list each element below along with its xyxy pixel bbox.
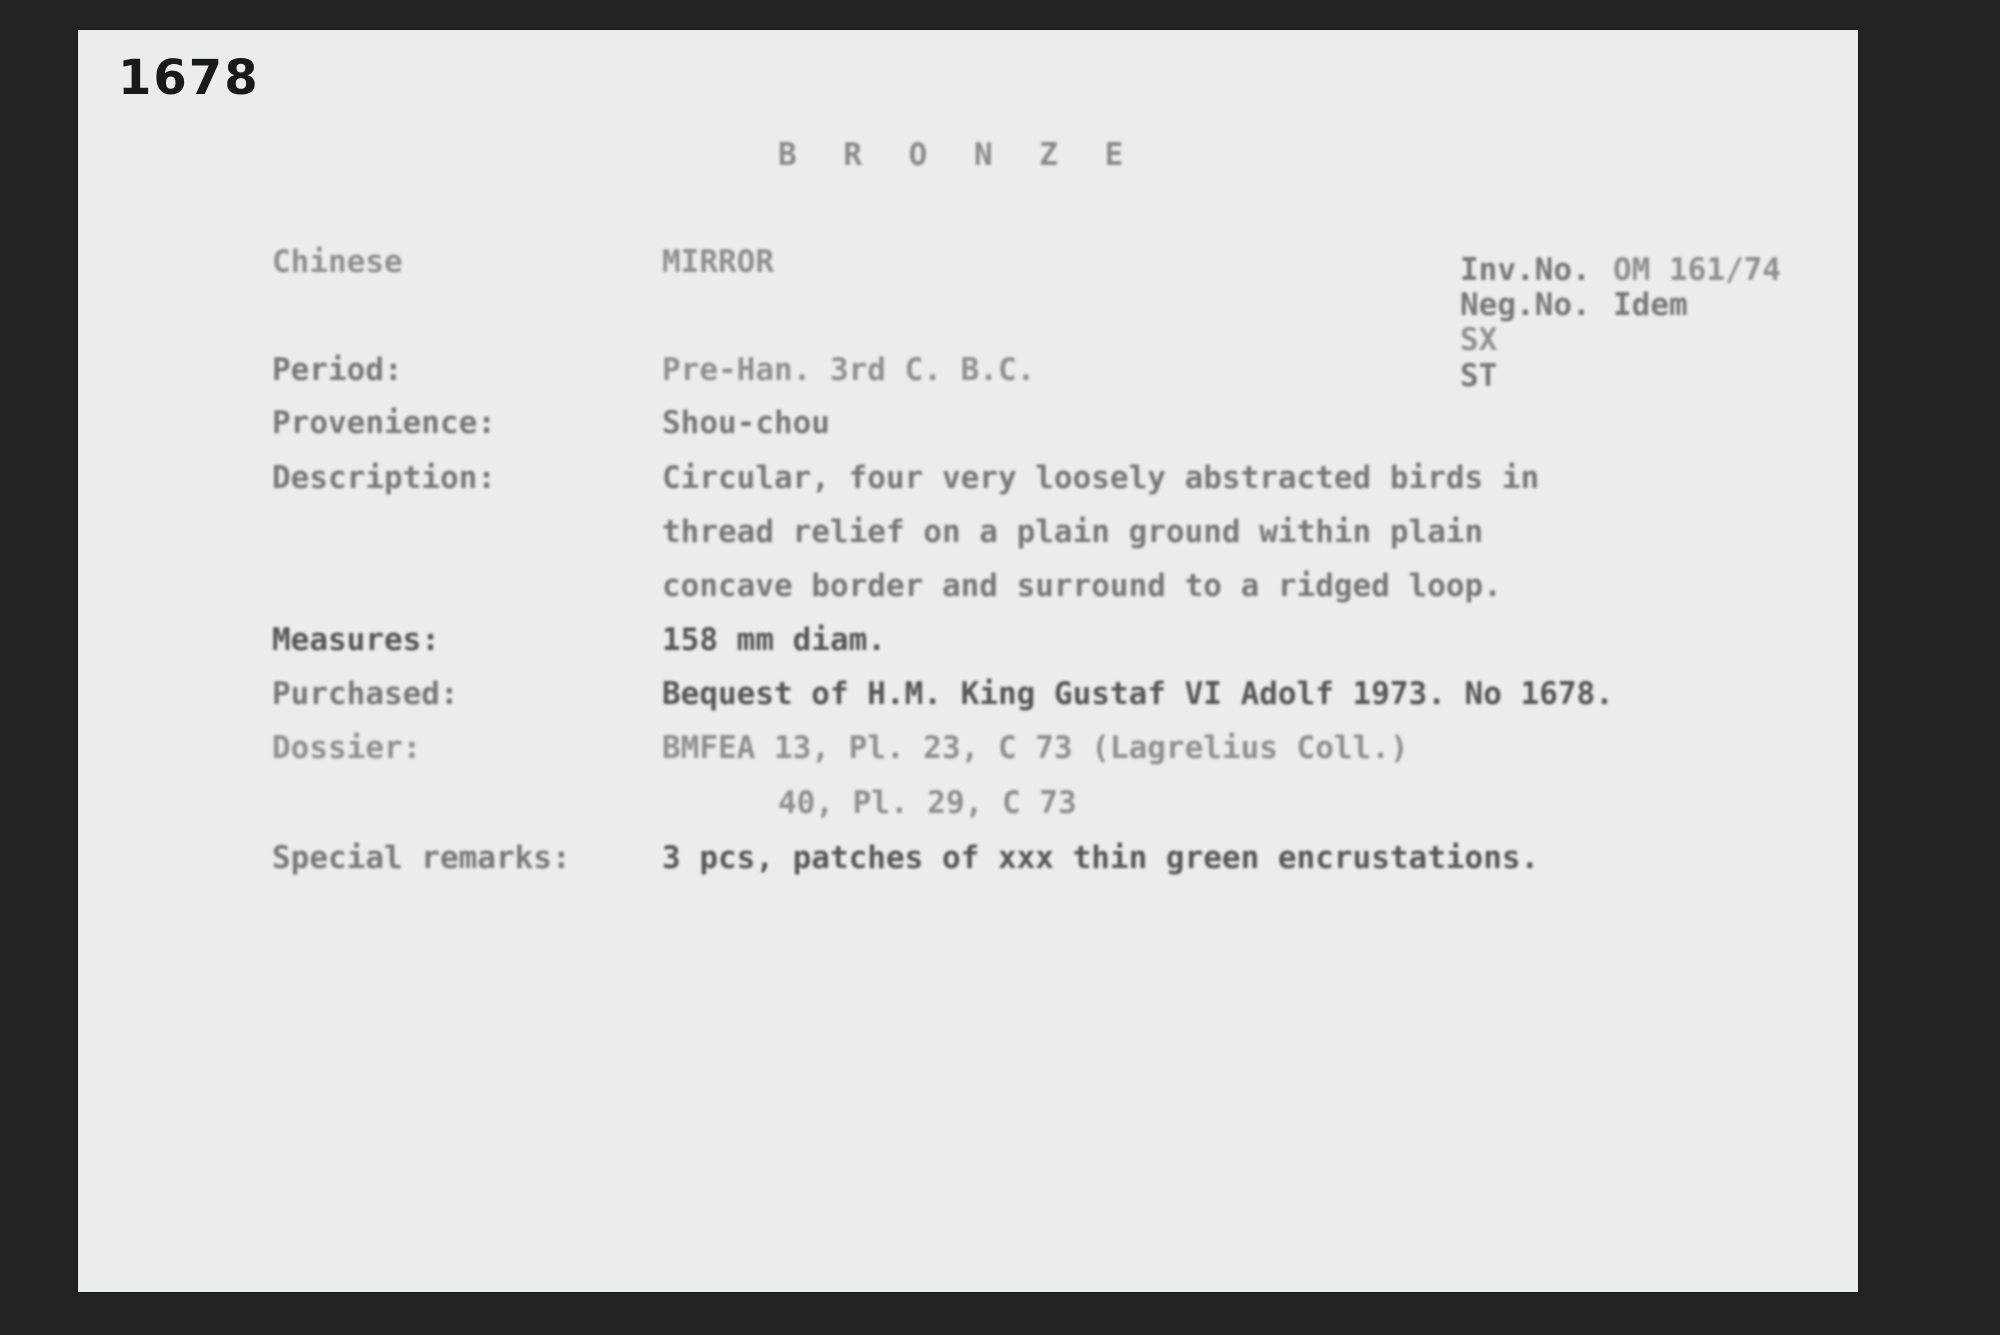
measures-label: Measures: [272,622,440,658]
measures-value: 158 mm diam. [662,622,886,658]
handwritten-number: 1678 [118,50,260,106]
neg-label: Neg.No. [1460,287,1591,323]
description-line-1: Circular, four very loosely abstracted birds in [662,460,1540,496]
period-value: Pre-Han. 3rd C. B.C. [662,352,1036,388]
dossier-line-2: 40, Pl. 29, C 73 [778,785,1077,821]
remarks-label: Special remarks: [272,840,571,876]
period-label: Period: [272,352,403,388]
heading: B R O N Z E [778,137,1138,173]
remarks-value: 3 pcs, patches of xxx thin green encrustations. [662,840,1540,876]
provenience-value: Shou-chou [662,405,830,441]
neg-value: Idem [1613,287,1688,323]
description-label: Description: [272,460,496,496]
inv-line4: ST [1460,358,1498,394]
purchased-label: Purchased: [272,676,459,712]
catalog-card [78,30,1858,1292]
description-line-2: thread relief on a plain ground within plain [662,514,1484,550]
inv-label: Inv.No. [1460,252,1591,288]
dossier-line-1: BMFEA 13, Pl. 23, C 73 (Lagrelius Coll.) [662,730,1409,766]
description-line-3: concave border and surround to a ridged loop. [662,568,1502,604]
dossier-label: Dossier: [272,730,422,766]
chinese-label: Chinese [272,244,403,280]
provenience-label: Provenience: [272,405,496,441]
inv-line3: SX [1460,322,1498,358]
purchased-value: Bequest of H.M. King Gustaf VI Adolf 1973. No 1678. [662,676,1614,712]
chinese-value: MIRROR [662,244,774,280]
inv-value: OM 161/74 [1613,252,1781,288]
